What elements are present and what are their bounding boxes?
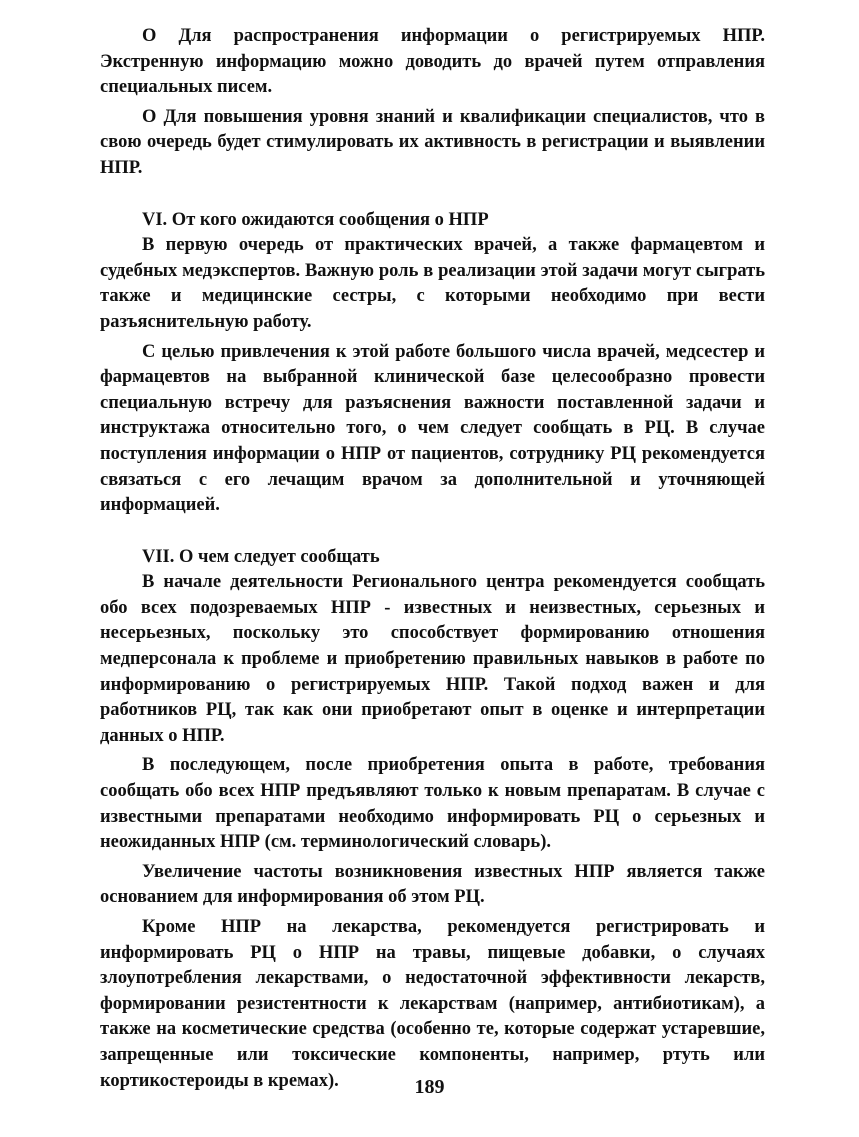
section-6-heading: VI. От кого ожидаются сообщения о НПР <box>142 209 489 230</box>
section-7-paragraph-1: В начале деятельности Регионального центра рекомендуется сообщать обо всех подозреваемых НПР - известных и неизвестных, серьезных и несерьезных, поскольку это способствует формированию отношения медперсонала к проблеме и приобретению правильных навыков в работе по информированию о регистрируемых НПР. Такой подход важен и для работников РЦ, так как они приобретают опыт в оценке и интерпретации данных о НПР. <box>100 572 765 746</box>
intro-paragraph-2: О Для повышения уровня знаний и квалификации специалистов, что в свою очередь будет стимулировать их активность в регистрации и выявлении НПР. <box>100 106 765 178</box>
document-page <box>100 24 765 1098</box>
section-7-paragraph-4: Кроме НПР на лекарства, рекомендуется регистрировать и информировать РЦ о НПР на травы, пищевые добавки, о случаях злоупотребления лекарствами, о недостаточной эффективности лекарств, формировании резистентности к лекарствам (например, антибиотикам), а также на косметические средства (особенно те, которые содержат устаревшие, запрещенные или токсические компоненты, например, ртуть или кортикостероиды в кремах). <box>100 917 765 1091</box>
section-6-paragraph-2: С целью привлечения к этой работе большого числа врачей, медсестер и фармацевтов на выбранной клинической базе целесообразно провести специальную встречу для разъяснения важности поставленной задачи и инструктажа относительно того, о чем следует сообщать в РЦ. В случае поступления информации о НПР от пациентов, сотруднику РЦ рекомендуется связаться с его лечащим врачом за дополнительной и уточняющей информацией. <box>100 341 765 516</box>
section-7 <box>100 545 765 1094</box>
section-6 <box>100 208 765 519</box>
section-7-heading: VII. О чем следует сообщать <box>142 546 380 567</box>
section-7-paragraph-3: Увеличение частоты возникновения известных НПР является также основанием для информирования об этом РЦ. <box>100 861 765 908</box>
section-6-paragraph-1: В первую очередь от практических врачей, а также фармацевтом и судебных медэкспертов. Важную роль в реализации этой задачи могут сыграть также и медицинские сестры, с которыми необходимо при вести разъяснительную работу. <box>100 235 765 332</box>
page-number: 189 <box>414 1076 445 1098</box>
intro-paragraph-1: О Для распространения информации о регистрируемых НПР. Экстренную информацию можно доводить до врачей путем отправления специальных писем. <box>100 26 765 98</box>
section-7-paragraph-2: В последующем, после приобретения опыта в работе, требования сообщать обо всех НПР предъявляют только к новым препаратам. В случае с известными препаратами необходимо информировать РЦ о серьезных и неожиданных НПР (см. терминологический словарь). <box>100 755 765 853</box>
